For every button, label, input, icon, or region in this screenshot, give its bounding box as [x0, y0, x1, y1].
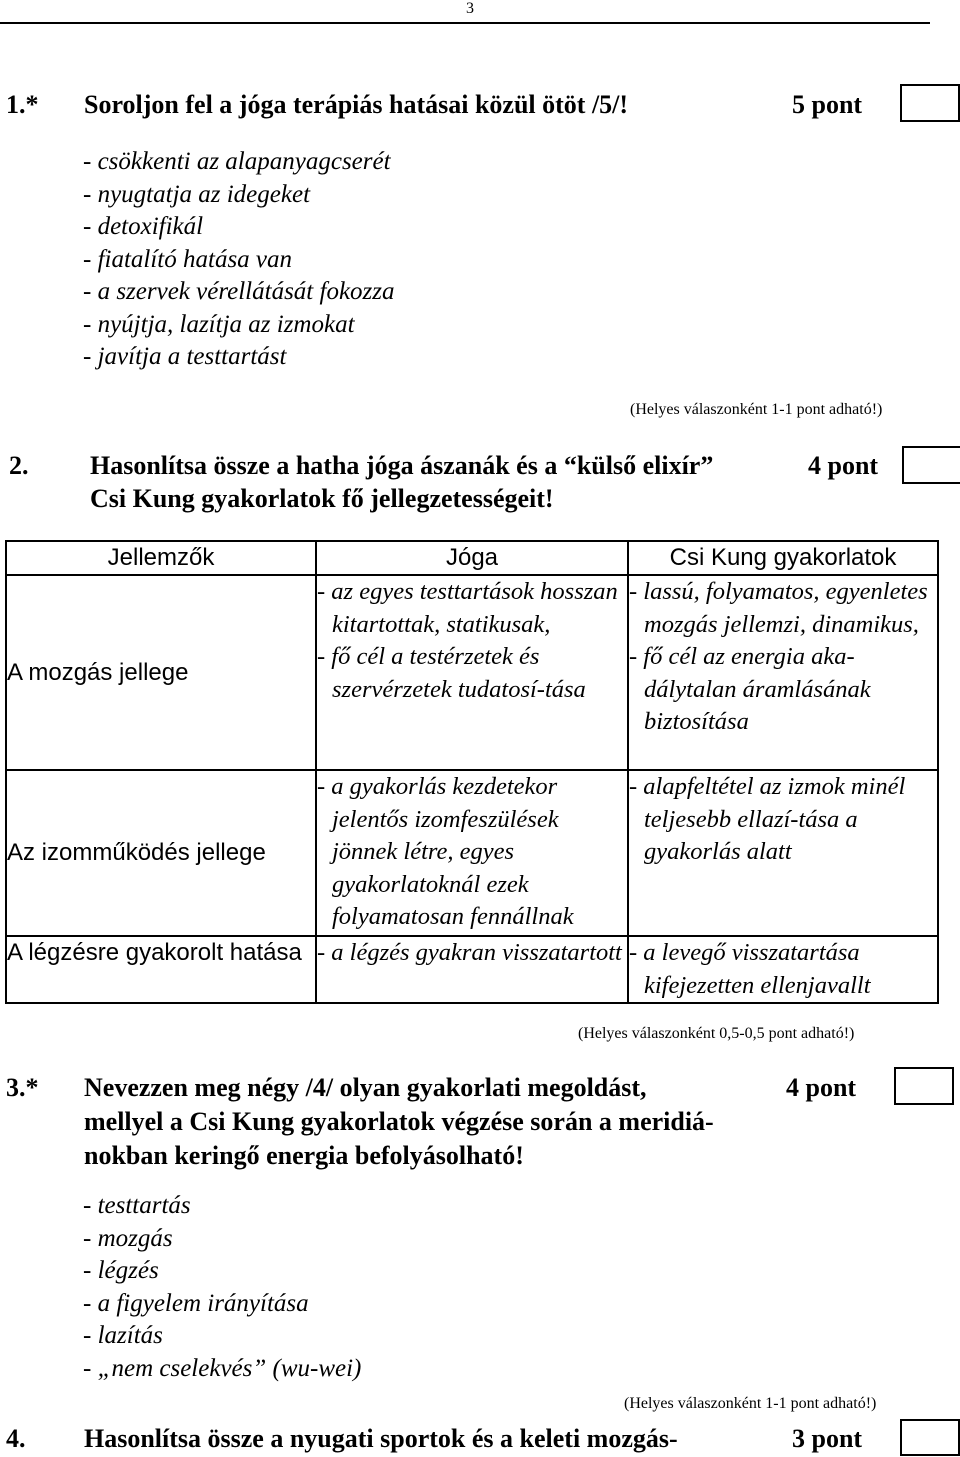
- row-label: A légzésre gyakorolt hatása: [6, 936, 316, 1003]
- q3-scoring-note: (Helyes válaszonként 1-1 pont adható!): [624, 1395, 877, 1412]
- table-row: [6, 575, 938, 770]
- q2-line2: Csi Kung gyakorlatok fő jellegzetességeit!: [90, 484, 554, 513]
- answer-item: - a szervek vérellátását fokozza: [83, 278, 395, 305]
- q4-score-box[interactable]: [900, 1419, 960, 1456]
- q2-points: 4 pont: [808, 451, 879, 480]
- column-header: Jellemzők: [6, 541, 316, 575]
- answer-item: - légzés: [83, 1257, 159, 1284]
- column-header: Csi Kung gyakorlatok: [628, 541, 938, 575]
- cell-item: - a gyakorlás kezdetekor jelentős izomfeszülések jönnek létre, egyes gyakorlatoknál ezek folyamatosan fennállnak: [317, 773, 574, 930]
- cell-item: - a légzés gyakran visszatartott: [317, 939, 622, 966]
- yoga-cell: [316, 575, 628, 770]
- table-header-row: [6, 541, 938, 575]
- q4-number: 4.: [6, 1424, 26, 1453]
- qigong-cell: [628, 575, 938, 770]
- cell-item: - az egyes testtartások hosszan kitartottak, statikusak,: [317, 578, 618, 638]
- answer-item: - javítja a testtartást: [83, 343, 287, 370]
- table-row: [6, 936, 938, 1003]
- answer-item: - csökkenti az alapanyagcserét: [83, 148, 391, 175]
- answer-item: - testtartás: [83, 1192, 191, 1219]
- q2-number: 2.: [9, 451, 29, 480]
- q1-score-box[interactable]: [900, 84, 960, 122]
- q3-score-box[interactable]: [894, 1067, 954, 1105]
- cell-item: - lassú, folyamatos, egyenletes mozgás jellemzi, dinamikus,: [629, 578, 928, 638]
- cell-item: - alapfeltétel az izmok minél teljesebb ellazí-tása a gyakorlás alatt: [629, 773, 906, 865]
- qigong-cell: [628, 770, 938, 936]
- table-row: [6, 770, 938, 936]
- q1-scoring-note: (Helyes válaszonként 1-1 pont adható!): [630, 401, 883, 418]
- answer-item: - nyújtja, lazítja az izmokat: [83, 310, 355, 338]
- comparison-table: [5, 540, 939, 1004]
- column-header: Jóga: [316, 541, 628, 575]
- yoga-cell: [316, 770, 628, 936]
- q3-line2: mellyel a Csi Kung gyakorlatok végzése során a meridiá-: [84, 1107, 714, 1136]
- answer-item: - mozgás: [83, 1224, 173, 1252]
- row-label: Az izomműködés jellege: [6, 770, 316, 936]
- answer-item: - „nem cselekvés” (wu-wei): [83, 1354, 362, 1382]
- q4-points: 3 pont: [792, 1424, 863, 1453]
- q2-line1: Hasonlítsa össze a hatha jóga ászanák és a “külső elixír”: [90, 451, 714, 480]
- q1-points: 5 pont: [792, 90, 863, 119]
- cell-item: - fő cél az energia aka-dálytalan áramlásának biztosítása: [629, 643, 871, 735]
- header-rule: [0, 22, 930, 24]
- cell-item: - a levegő visszatartása kifejezetten ellenjavallt: [629, 939, 871, 999]
- answer-item: - nyugtatja az idegeket: [83, 180, 311, 208]
- q3-line1: Nevezzen meg négy /4/ olyan gyakorlati megoldást,: [84, 1073, 647, 1102]
- yoga-cell: [316, 936, 628, 1003]
- q3-number: 3.*: [6, 1073, 39, 1102]
- q1-number: 1.*: [6, 90, 39, 119]
- row-label: A mozgás jellege: [6, 575, 316, 770]
- q1-answer-list: [83, 146, 395, 374]
- answer-item: - detoxifikál: [83, 213, 204, 240]
- q3-points: 4 pont: [786, 1073, 857, 1102]
- answer-item: - a figyelem irányítása: [83, 1289, 309, 1317]
- answer-item: - fiatalító hatása van: [83, 245, 293, 273]
- q2-scoring-note: (Helyes válaszonként 0,5-0,5 pont adható!): [578, 1025, 855, 1042]
- q4-text: Hasonlítsa össze a nyugati sportok és a keleti mozgás-: [84, 1424, 678, 1453]
- q1-text: Soroljon fel a jóga terápiás hatásai közül ötöt /5/!: [84, 90, 629, 119]
- answer-item: - lazítás: [83, 1322, 163, 1349]
- page-number: 3: [466, 0, 474, 17]
- q3-line3: nokban keringő energia befolyásolható!: [84, 1141, 524, 1170]
- qigong-cell: [628, 936, 938, 1003]
- q3-answer-list: [83, 1190, 361, 1385]
- q2-score-box[interactable]: [902, 446, 960, 484]
- cell-item: - fő cél a testérzetek és szervérzetek tudatosí-tása: [317, 643, 586, 703]
